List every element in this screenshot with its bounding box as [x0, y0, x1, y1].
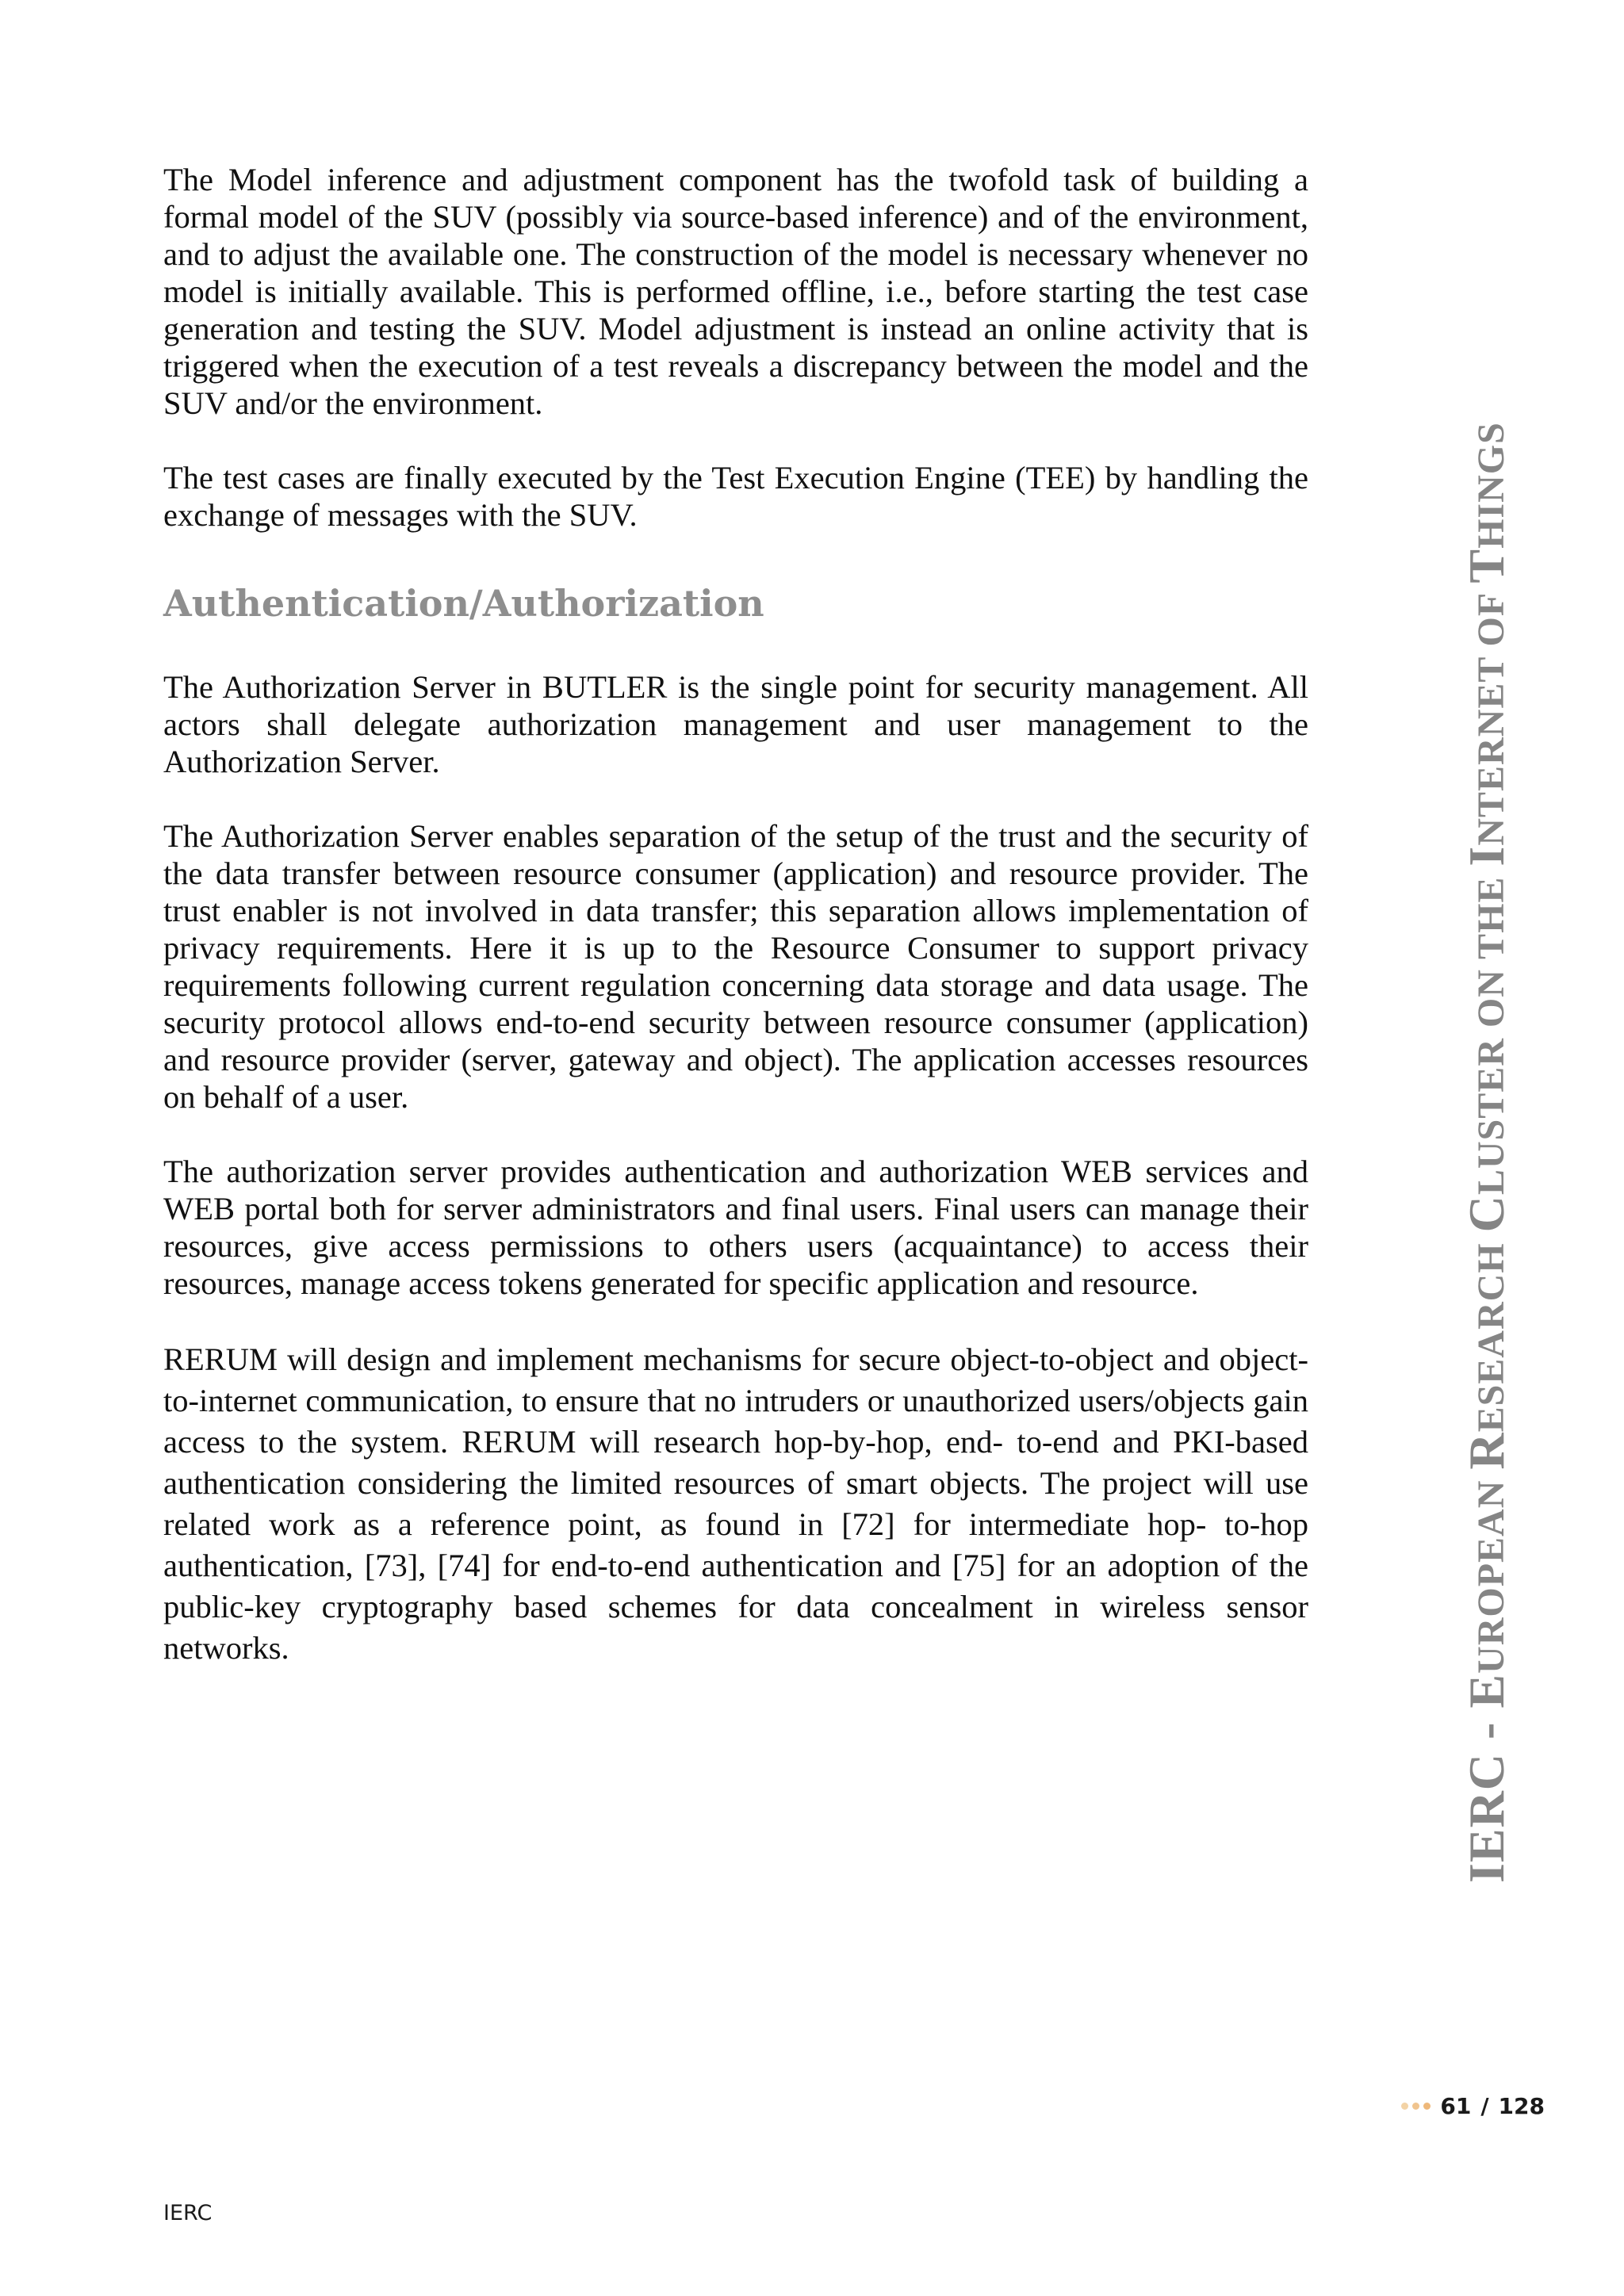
side-title-part: T: [1458, 548, 1515, 584]
dots-icon: [1401, 2103, 1431, 2110]
side-title: [1455, 422, 1523, 1883]
page-number: [1401, 2093, 1545, 2119]
dot: [1423, 2103, 1431, 2110]
side-title-part: NTERNET OF: [1470, 583, 1512, 846]
dot: [1412, 2103, 1419, 2110]
side-title-part: C: [1458, 1195, 1515, 1233]
page-separator: /: [1480, 2093, 1489, 2119]
paragraph-web-services: The authorization server provides authentication and authorization WEB services and WEB portal both for server administrators and final users. Final users can manage their resources, give access permissions to others users (acquaintance) to access their resources, manage access tokens generated for specific application and resource.: [163, 1154, 1308, 1301]
side-title-part: HINGS: [1470, 422, 1512, 549]
side-title-part: IERC - E: [1458, 1673, 1515, 1883]
paragraph-test-execution: The test cases are finally executed by the Test Execution Engine (TEE) by handling the exchange of messages with the SUV.: [163, 460, 1308, 533]
side-title-part: LUSTER ON THE: [1470, 866, 1512, 1196]
side-title-part: R: [1458, 1432, 1515, 1470]
footer-label: IERC: [163, 2201, 213, 2225]
page-content: [163, 161, 1308, 1669]
section-heading: Authentication/Authorization: [163, 582, 764, 625]
paragraph-trust-separation: The Authorization Server enables separation of the setup of the trust and the security of the data transfer between resource consumer (application) and resource provider. The trust enabler is not involved in data transfer; this separation allows implementation of privacy requirements. Here it is up to the Resource Consumer to support privacy requirements following current regulation concerning data storage and data usage. The security protocol allows end-to-end security between resource consumer (application) and resource provider (server, gateway and object). The application accesses resources on behalf of a user.: [163, 818, 1308, 1115]
paragraph-authorization-server: The Authorization Server in BUTLER is the single point for security management. All actors shall delegate authorization management and user management to the Authorization Server.: [163, 669, 1308, 779]
current-page: 61: [1440, 2093, 1472, 2119]
total-pages: 128: [1498, 2093, 1545, 2119]
paragraph-model-inference: The Model inference and adjustment component has the twofold task of building a formal model of the SUV (possibly via source-based inference) and of the environment, and to adjust the available one. The construction of the model is necessary whenever no model is initially available. This is performed offline, i.e., before starting the test case generation and testing the SUV. Model adjustment is instead an online activity that is triggered when the execution of a test reveals a discrepancy between the model and the SUV and/or the environment.: [163, 162, 1308, 421]
side-title-part: I: [1458, 845, 1515, 867]
dot: [1401, 2103, 1408, 2110]
side-title-part: ESEARCH: [1470, 1232, 1512, 1433]
paragraph-rerum: RERUM will design and implement mechanisms for secure object-to-object and object-to-internet communication, to ensure that no intruders or unauthorized users/objects gain access to the system. RERUM will research hop-by-hop, end- to-end and PKI-based authentication considering the limited resources of smart objects. The project will use related work as a reference point, as found in [72] for intermediate hop- to-hop authentication, [73], [74] for end-to-end authentication and [75] for an adoption of the public-key cryptography based schemes for data concealment in wireless sensor networks.: [163, 1341, 1308, 1666]
side-title-part: UROPEAN: [1470, 1469, 1512, 1674]
